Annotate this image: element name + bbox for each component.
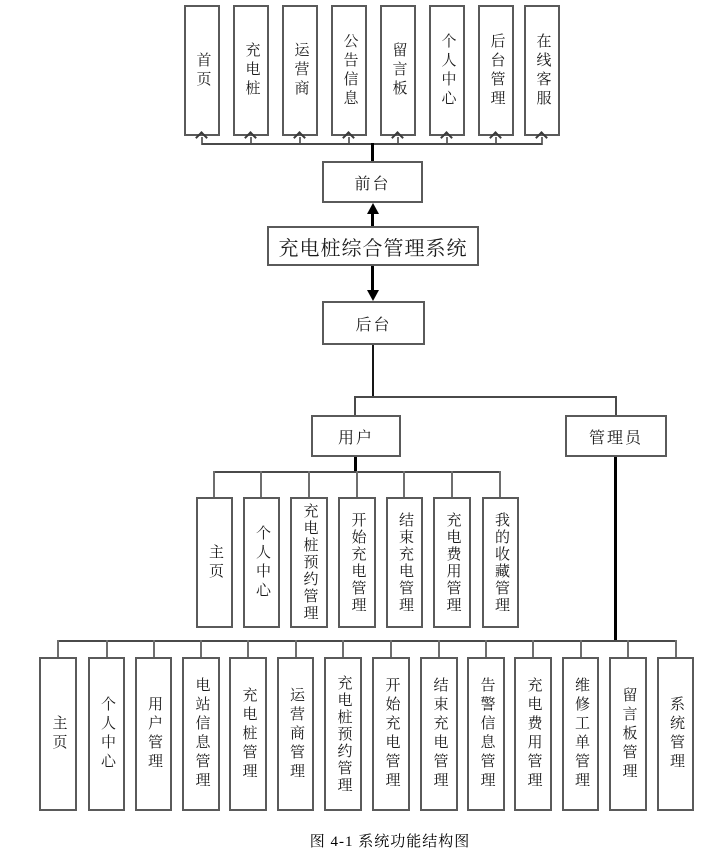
node-admin-pile-reservation bbox=[324, 657, 362, 811]
node-label: 管理员 bbox=[588, 429, 643, 447]
node-label: 运营商 bbox=[292, 42, 309, 99]
connector-line bbox=[371, 266, 374, 291]
node-label: 开始充电管理 bbox=[349, 511, 366, 614]
connector-line bbox=[580, 640, 582, 657]
node-label: 开始充电管理 bbox=[383, 677, 400, 791]
connector-line bbox=[354, 396, 356, 415]
connector-line bbox=[57, 640, 677, 642]
node-label: 维修工单管理 bbox=[573, 677, 589, 791]
node-admin-personal-center bbox=[88, 657, 125, 811]
node-admin-alarm-info bbox=[467, 657, 505, 811]
node-label: 告警信息管理 bbox=[478, 677, 495, 791]
node-front-personal-center bbox=[429, 5, 465, 136]
connector-line bbox=[260, 471, 262, 497]
node-label: 结束充电管理 bbox=[397, 511, 413, 614]
figure-caption: 图 4-1 系统功能结构图 bbox=[309, 834, 471, 850]
node-label: 充电费用管理 bbox=[525, 677, 542, 791]
connector-line bbox=[295, 640, 297, 657]
connector-line bbox=[57, 640, 59, 657]
node-label: 充电费用管理 bbox=[444, 511, 461, 614]
node-label: 前台 bbox=[354, 175, 391, 193]
connector-line bbox=[438, 640, 440, 657]
connector-line bbox=[308, 471, 310, 497]
node-user-end-charging bbox=[386, 497, 423, 628]
connector-line bbox=[614, 457, 617, 642]
arrowhead-down-icon bbox=[367, 290, 379, 301]
node-admin-charging-fee bbox=[514, 657, 552, 811]
node-label: 充电桩 bbox=[243, 42, 260, 99]
node-label: 公告信息 bbox=[341, 32, 358, 109]
node-label: 运营商管理 bbox=[288, 686, 304, 782]
node-backend bbox=[322, 301, 425, 345]
node-frontend bbox=[322, 161, 423, 203]
node-label: 充电桩综合管理系统 bbox=[278, 237, 468, 260]
connector-line bbox=[675, 640, 677, 657]
node-label: 充电桩预约管理 bbox=[335, 674, 352, 794]
connector-line bbox=[354, 457, 357, 472]
node-user-start-charging bbox=[338, 497, 376, 628]
connector-line bbox=[342, 640, 344, 657]
node-admin-operator-mgmt bbox=[277, 657, 314, 811]
node-admin-system-mgmt bbox=[657, 657, 694, 811]
connector-line bbox=[403, 471, 405, 497]
node-admin-home bbox=[39, 657, 77, 811]
node-user-charging-fee bbox=[433, 497, 471, 628]
node-admin bbox=[565, 415, 667, 457]
node-front-backend-management bbox=[478, 5, 514, 136]
connector-line bbox=[499, 471, 501, 497]
node-front-operator bbox=[282, 5, 318, 136]
node-front-charging-pile bbox=[233, 5, 269, 136]
connector-line bbox=[372, 345, 374, 398]
connector-line bbox=[354, 396, 617, 398]
connector-line bbox=[106, 640, 108, 657]
node-front-announcement bbox=[331, 5, 367, 136]
node-label: 个人中心 bbox=[439, 32, 456, 109]
node-front-online-service bbox=[524, 5, 560, 136]
node-admin-user-mgmt bbox=[135, 657, 172, 811]
node-label: 留言板 bbox=[390, 42, 407, 99]
connector-line bbox=[532, 640, 534, 657]
node-front-message-board bbox=[380, 5, 416, 136]
connector-line bbox=[390, 640, 392, 657]
connector-line bbox=[200, 640, 202, 657]
connector-line bbox=[213, 471, 215, 497]
node-user-home bbox=[196, 497, 233, 628]
node-label: 充电桩管理 bbox=[240, 686, 257, 782]
node-admin-station-info bbox=[182, 657, 220, 811]
connector-line bbox=[615, 396, 617, 415]
node-label: 首页 bbox=[194, 51, 211, 90]
node-label: 后台 bbox=[355, 316, 392, 334]
connector-line bbox=[371, 143, 374, 162]
connector-line bbox=[247, 640, 249, 657]
node-front-home bbox=[184, 5, 220, 136]
node-label: 系统管理 bbox=[668, 696, 684, 772]
node-label: 用户管理 bbox=[146, 696, 162, 772]
node-system-root bbox=[267, 226, 479, 266]
node-user bbox=[311, 415, 401, 457]
node-label: 个人中心 bbox=[99, 696, 115, 772]
node-label: 主页 bbox=[50, 715, 67, 753]
node-label: 后台管理 bbox=[488, 32, 505, 109]
connector-line bbox=[627, 640, 629, 657]
node-label: 电站信息管理 bbox=[193, 677, 210, 791]
connector-line bbox=[485, 640, 487, 657]
node-user-pile-reservation bbox=[290, 497, 328, 628]
connector-line bbox=[356, 471, 358, 497]
node-user-favorites bbox=[482, 497, 519, 628]
node-label: 在线客服 bbox=[534, 32, 551, 109]
node-admin-start-charging bbox=[372, 657, 410, 811]
node-label: 用户 bbox=[337, 429, 374, 447]
connector-line bbox=[371, 212, 374, 226]
connector-line bbox=[153, 640, 155, 657]
node-label: 充电桩预约管理 bbox=[301, 503, 318, 622]
node-admin-end-charging bbox=[420, 657, 458, 811]
node-admin-repair-order bbox=[562, 657, 599, 811]
node-label: 个人中心 bbox=[254, 524, 270, 601]
node-admin-message-board bbox=[609, 657, 647, 811]
node-label: 我的收藏管理 bbox=[493, 511, 509, 614]
node-label: 留言板管理 bbox=[620, 686, 637, 782]
connector-line bbox=[451, 471, 453, 497]
node-user-personal-center bbox=[243, 497, 280, 628]
node-admin-pile-mgmt bbox=[229, 657, 267, 811]
node-label: 结束充电管理 bbox=[431, 677, 448, 791]
node-label: 主页 bbox=[207, 543, 223, 582]
